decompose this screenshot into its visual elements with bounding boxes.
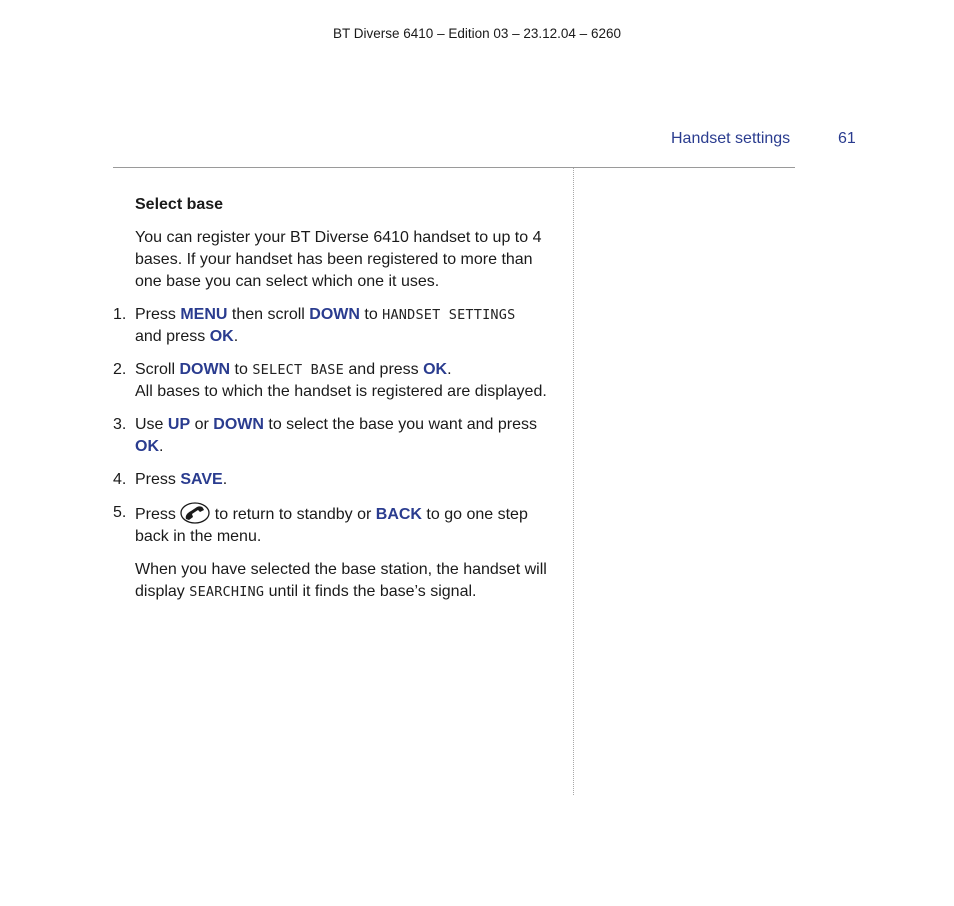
step-text: Press bbox=[135, 506, 181, 523]
step-text: Scroll bbox=[135, 361, 180, 378]
main-content bbox=[113, 194, 563, 614]
key-ok: OK bbox=[209, 328, 234, 345]
column-divider bbox=[573, 168, 574, 795]
lcd-select-base: SELECT BASE bbox=[252, 362, 344, 378]
lcd-searching: SEARCHING bbox=[189, 584, 265, 600]
step-text: to select the base you want and press bbox=[263, 416, 537, 433]
lcd-handset-settings: HANDSET SETTINGS bbox=[382, 307, 516, 323]
step-note: All bases to which the handset is registered are displayed. bbox=[135, 383, 547, 400]
closing-text: When you have selected the base station, the handset will display bbox=[135, 561, 547, 600]
step-number: 2. bbox=[113, 361, 127, 378]
section-title: Select base bbox=[135, 196, 224, 213]
step-3 bbox=[113, 414, 563, 458]
intro-paragraph: You can register your BT Diverse 6410 handset to up to 4 bases. If your handset has been registered to more than one base you can select which one it uses. bbox=[135, 229, 542, 290]
step-text: to go one step back in the menu. bbox=[135, 506, 528, 545]
document-meta-line: BT Diverse 6410 – Edition 03 – 23.12.04 – 6260 bbox=[333, 26, 621, 41]
key-save: SAVE bbox=[180, 471, 223, 488]
step-number: 4. bbox=[113, 471, 127, 488]
step-text: to bbox=[359, 306, 383, 323]
step-number: 5. bbox=[113, 504, 127, 521]
key-ok: OK bbox=[135, 438, 159, 455]
step-text: . bbox=[159, 438, 164, 455]
step-text: then scroll bbox=[227, 306, 310, 323]
key-down: DOWN bbox=[179, 361, 231, 378]
key-up: UP bbox=[167, 416, 191, 433]
page-number: 61 bbox=[838, 130, 856, 147]
step-text: or bbox=[190, 416, 214, 433]
key-menu: MENU bbox=[180, 306, 228, 323]
step-5 bbox=[113, 502, 563, 548]
steps-list bbox=[113, 304, 563, 548]
key-down: DOWN bbox=[309, 306, 360, 323]
closing-text: until it finds the base’s signal. bbox=[264, 583, 477, 600]
key-back: BACK bbox=[375, 506, 422, 523]
step-text: to bbox=[230, 361, 253, 378]
step-text: Press bbox=[135, 306, 181, 323]
end-call-phone-icon bbox=[180, 502, 210, 524]
step-text: to return to standby or bbox=[210, 506, 376, 523]
step-4 bbox=[113, 469, 563, 491]
running-header-section: Handset settings bbox=[671, 130, 791, 147]
step-number: 3. bbox=[113, 416, 127, 433]
step-text: and press bbox=[135, 328, 210, 345]
step-text: and press bbox=[343, 361, 424, 378]
step-2 bbox=[113, 359, 563, 403]
key-ok: OK bbox=[423, 361, 448, 378]
key-down: DOWN bbox=[213, 416, 264, 433]
closing-paragraph bbox=[135, 559, 563, 603]
step-number: 1. bbox=[113, 306, 127, 323]
step-text: Press bbox=[135, 471, 181, 488]
step-text: Use bbox=[135, 416, 168, 433]
step-text: . bbox=[447, 361, 452, 378]
step-text: . bbox=[222, 471, 228, 488]
header-rule bbox=[113, 167, 795, 168]
step-1 bbox=[113, 304, 563, 348]
step-text: . bbox=[233, 328, 239, 345]
